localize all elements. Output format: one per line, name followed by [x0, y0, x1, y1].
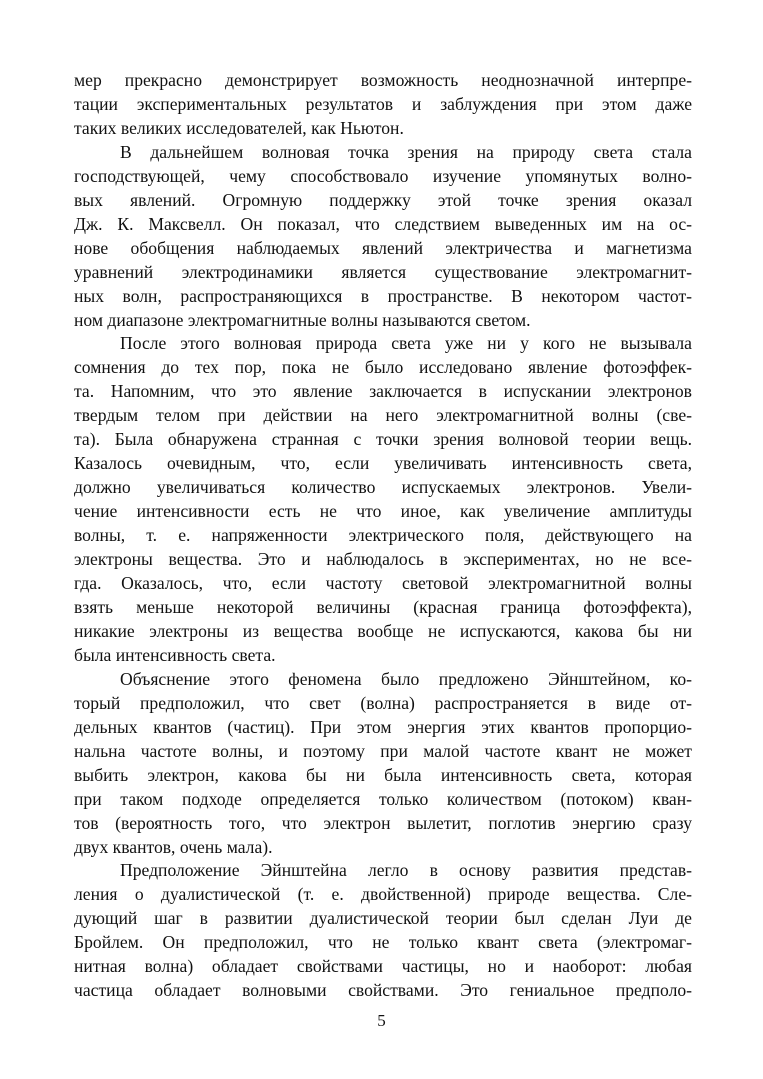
- paragraph-4-line-7: тов (вероятность того, что электрон вылетит, поглотив энергию сразу: [74, 812, 692, 833]
- paragraph-5-line-5: нитная волна) обладает свойствами частицы, но и наоборот: любая: [74, 956, 692, 977]
- paragraph-2-line-5: нове обобщения наблюдаемых явлений электричества и магнетизма: [74, 237, 692, 258]
- paragraph-3-line-14: была интенсивность света.: [74, 644, 276, 665]
- paragraph-3-line-9: волны, т. е. напряженности электрического поля, действующего на: [74, 525, 692, 546]
- paragraph-3-line-12: взять меньше некоторой величины (красная граница фотоэффекта),: [74, 596, 692, 617]
- paragraph-3-line-5: та). Была обнаружена странная с точки зрения волновой теории вещь.: [74, 429, 692, 450]
- paragraph-4-line-2: торый предположил, что свет (волна) распространяется в виде от-: [74, 692, 692, 713]
- paragraph-2-line-4: Дж. К. Максвелл. Он показал, что следствием выведенных им на ос-: [74, 213, 692, 234]
- paragraph-4-line-3: дельных квантов (частиц). При этом энергия этих квантов пропорцио-: [74, 716, 692, 737]
- body-text: [74, 69, 692, 1003]
- paragraph-5-line-4: Бройлем. Он предположил, что не только квант света (электромаг-: [74, 932, 692, 953]
- paragraph-3-line-3: та. Напомним, что это явление заключается в испускании электронов: [74, 381, 692, 402]
- page-number: 5: [377, 1011, 386, 1030]
- paragraph-2-line-7: ных волн, распространяющихся в пространстве. В некотором частот-: [74, 285, 692, 306]
- paragraph-2-line-2: господствующей, чему способствовало изучение упомянутых волно-: [74, 165, 692, 186]
- paragraph-1-line-2: тации экспериментальных результатов и заблуждения при этом даже: [74, 93, 692, 114]
- paragraph-1-line-3: таких великих исследователей, как Ньютон.: [74, 117, 404, 138]
- paragraph-2-line-3: вых явлений. Огромную поддержку этой точке зрения оказал: [74, 189, 692, 210]
- paragraph-4-line-8: двух квантов, очень мала).: [74, 836, 273, 857]
- paragraph-3-line-10: электроны вещества. Это и наблюдалось в экспериментах, но не все-: [74, 549, 692, 570]
- paragraph-2-line-6: уравнений электродинамики является существование электромагнит-: [74, 261, 692, 282]
- paragraph-3-line-8: чение интенсивности есть не что иное, как увеличение амплитуды: [74, 501, 692, 522]
- paragraph-2-line-8: ном диапазоне электромагнитные волны называются светом.: [74, 309, 531, 330]
- paragraph-5-line-2: ления о дуалистической (т. е. двойственной) природе вещества. Сле-: [74, 884, 692, 905]
- paragraph-4-line-5: выбить электрон, какова бы ни была интенсивность света, которая: [74, 764, 692, 785]
- paragraph-3-line-7: должно увеличиваться количество испускаемых электронов. Увели-: [74, 477, 692, 498]
- paragraph-3-line-4: твердым телом при действии на него электромагнитной волны (све-: [74, 405, 692, 426]
- paragraph-4-line-4: нальна частоте волны, и поэтому при малой частоте квант не может: [74, 740, 692, 761]
- paragraph-1-line-1: мер прекрасно демонстрирует возможность неоднозначной интерпре-: [74, 70, 692, 90]
- paragraph-3-line-2: сомнения до тех пор, пока не было исследовано явление фотоэффек-: [74, 357, 692, 378]
- paragraph-3-line-6: Казалось очевидным, что, если увеличивать интенсивность света,: [74, 453, 692, 474]
- paragraph-3-line-11: гда. Оказалось, что, если частоту световой электромагнитной волны: [74, 573, 692, 594]
- paragraph-4-line-1: Объяснение этого феномена было предложено Эйнштейном, ко-: [120, 668, 692, 689]
- paragraph-5-line-3: дующий шаг в развитии дуалистической теории был сделан Луи де: [74, 908, 692, 929]
- paragraph-5-line-1: Предположение Эйнштейна легло в основу развития представ-: [120, 860, 692, 881]
- paragraph-5-line-6: частица обладает волновыми свойствами. Это гениальное предполо-: [74, 980, 692, 1001]
- paragraph-3-line-13: никакие электроны из вещества вообще не испускаются, какова бы ни: [74, 620, 692, 641]
- paragraph-2-line-1: В дальнейшем волновая точка зрения на природу света стала: [120, 141, 692, 162]
- paragraph-4-line-6: при таком подходе определяется только количеством (потоком) кван-: [74, 788, 692, 809]
- paragraph-3-line-1: После этого волновая природа света уже ни у кого не вызывала: [120, 333, 692, 354]
